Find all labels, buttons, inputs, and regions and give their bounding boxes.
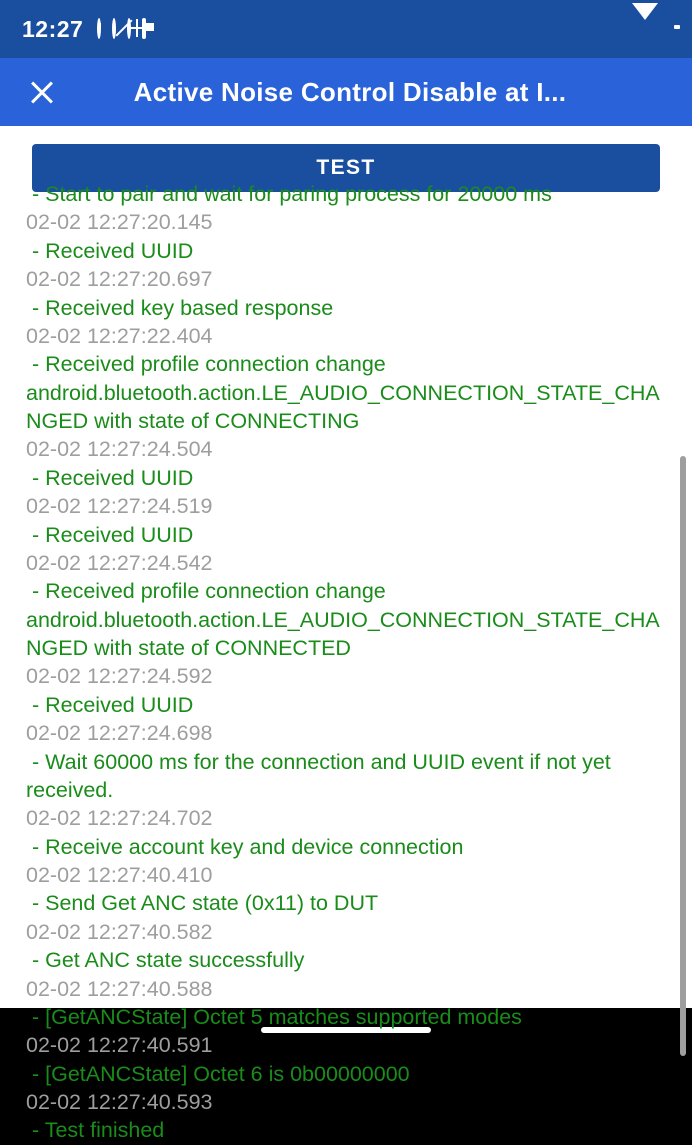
- log-message: - Received UUID: [26, 522, 194, 547]
- log-timestamp: 02-02 12:27:24.504: [26, 437, 213, 462]
- log-timestamp: 02-02 12:27:24.702: [26, 806, 213, 831]
- log-scrollbar[interactable]: [680, 456, 686, 1056]
- log-timestamp: 02-02 12:27:40.593: [26, 1090, 213, 1114]
- log-output[interactable]: [10, 182, 682, 1143]
- log-timestamp: 02-02 12:27:24.592: [26, 664, 213, 689]
- close-icon[interactable]: [20, 70, 64, 114]
- log-message: - Received UUID: [26, 238, 194, 263]
- log-message: - Test finished: [26, 1118, 165, 1143]
- log-timestamp: 02-02 12:27:40.582: [26, 919, 213, 944]
- main-content: [0, 126, 692, 1143]
- log-message: - Received key based response: [26, 295, 334, 320]
- log-message: - Received profile connection change android.bluetooth.action.LE_AUDIO_CONNECTION_STATE_CHANGED with state of CONNECTED: [26, 579, 660, 660]
- log-message: - Get ANC state successfully: [26, 948, 305, 973]
- test-button[interactable]: TEST: [32, 144, 660, 192]
- log-message: - Receive account key and device connection: [26, 834, 464, 859]
- log-message: - Start to pair and wait for paring process for 20000 ms: [26, 182, 552, 206]
- log-timestamp: 02-02 12:27:24.698: [26, 721, 213, 746]
- status-time: 12:27: [22, 15, 84, 42]
- log-timestamp: 02-02 12:27:40.591: [26, 1033, 213, 1058]
- log-message: - Wait 60000 ms for the connection and UUID event if not yet received.: [26, 749, 617, 802]
- log-message: - Received UUID: [26, 692, 194, 717]
- log-timestamp: 02-02 12:27:22.404: [26, 323, 213, 348]
- log-timestamp: 02-02 12:27:20.697: [26, 267, 213, 292]
- page-title: Active Noise Control Disable at I...: [133, 76, 567, 107]
- log-timestamp: 02-02 12:27:24.519: [26, 494, 213, 519]
- log-timestamp: 02-02 12:27:40.410: [26, 863, 213, 887]
- log-message: - [GetANCState] Octet 6 is 0b00000000: [26, 1061, 410, 1086]
- log-timestamp: 02-02 12:27:24.542: [26, 550, 213, 575]
- log-message: - [GetANCState] Octet 5 matches supported modes: [26, 1004, 522, 1029]
- status-bar: [0, 0, 692, 58]
- log-message: - Received profile connection change android.bluetooth.action.LE_AUDIO_CONNECTION_STATE_CHANGED with state of CONNECTING: [26, 352, 660, 433]
- log-message: - Received UUID: [26, 465, 194, 490]
- log-timestamp: 02-02 12:27:20.145: [26, 210, 213, 235]
- log-timestamp: 02-02 12:27:40.588: [26, 976, 213, 1001]
- log-message: - Send Get ANC state (0x11) to DUT: [26, 891, 379, 916]
- app-bar: [0, 58, 692, 126]
